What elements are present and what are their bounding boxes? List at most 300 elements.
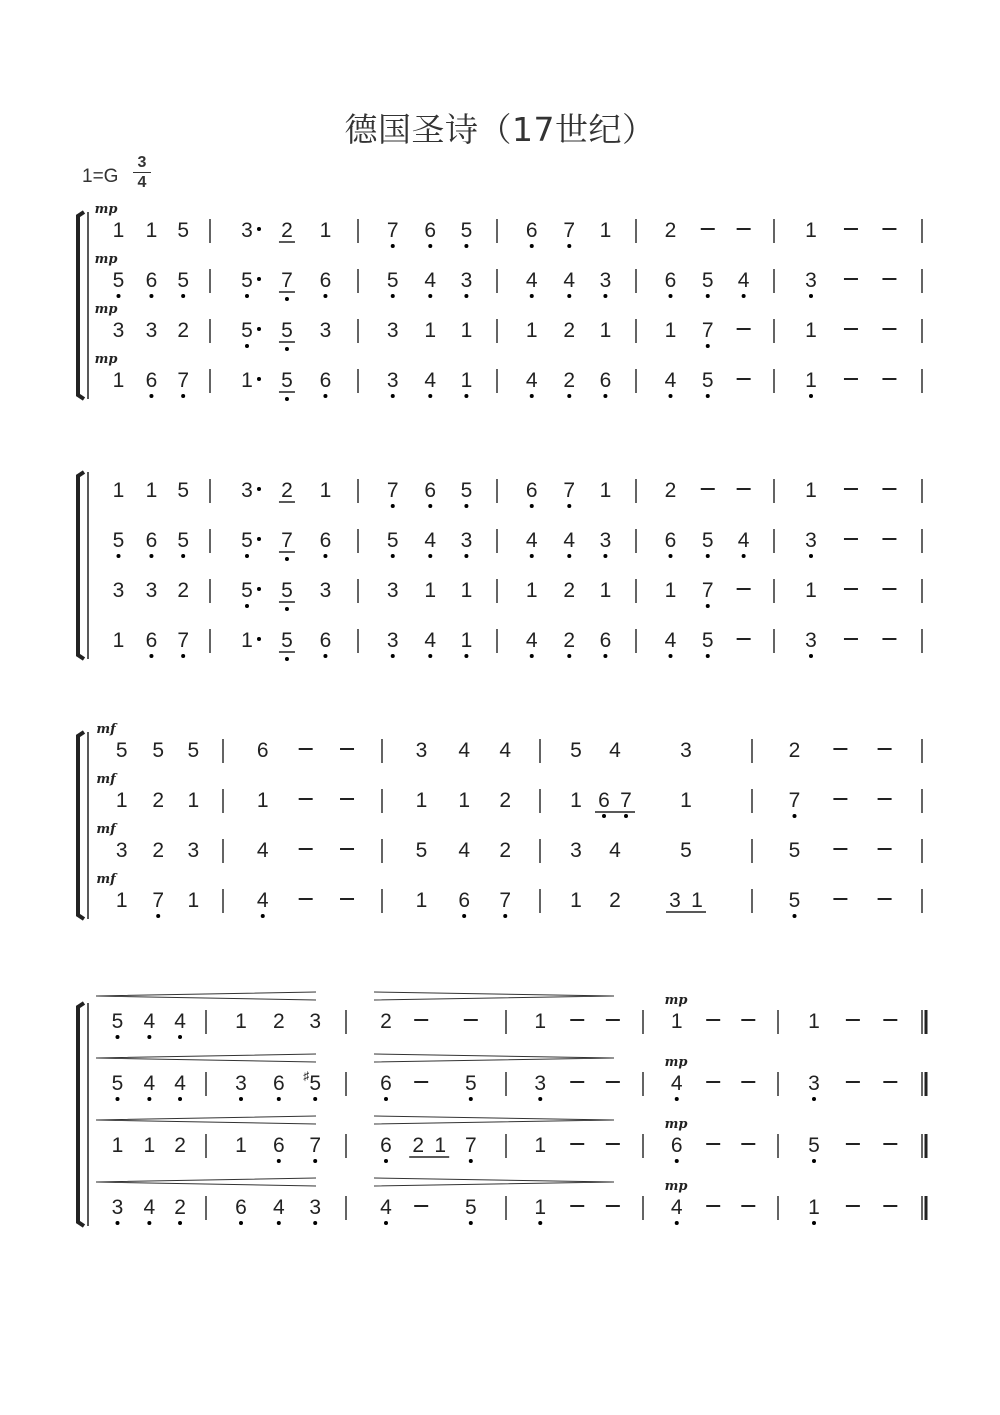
note-digit: 1 (805, 319, 817, 342)
low-octave-dot (285, 557, 289, 561)
low-octave-dot (149, 654, 153, 658)
low-octave-dot (313, 1159, 317, 1163)
low-octave-dot (669, 554, 673, 558)
score-title: 德国圣诗（17世纪） (344, 110, 656, 149)
note-digit: 1 (256, 789, 269, 812)
low-octave-dot (464, 244, 468, 248)
note-digit: 3 (112, 319, 125, 342)
low-octave-dot (538, 1097, 542, 1101)
note-digit: 5 (281, 579, 293, 602)
note-digit: 1 (670, 1010, 683, 1033)
low-octave-dot (391, 554, 395, 558)
low-octave-dot (530, 394, 534, 398)
low-octave-dot (285, 607, 289, 611)
low-octave-dot (323, 394, 327, 398)
low-octave-dot (603, 654, 607, 658)
low-octave-dot (464, 294, 468, 298)
note-digit: 1 (115, 789, 128, 812)
low-octave-dot (742, 294, 746, 298)
note-digit: 3 (145, 579, 158, 602)
note-digit: 1 (434, 1134, 447, 1157)
note-digit: 5 (701, 629, 714, 652)
note-digit: 1 (680, 789, 692, 812)
low-octave-dot (530, 244, 534, 248)
note-digit: 5 (386, 269, 399, 292)
note-digit: 7 (788, 789, 801, 812)
note-digit: 1 (664, 319, 677, 342)
augmentation-dot (257, 277, 261, 281)
low-octave-dot (261, 914, 265, 918)
note-digit: 1 (534, 1196, 547, 1219)
low-octave-dot (809, 294, 813, 298)
low-octave-dot (285, 297, 289, 301)
note-digit: 1 (112, 629, 125, 652)
note-digit: 5 (281, 319, 293, 342)
note-digit: 3 (669, 889, 681, 912)
low-octave-dot (530, 294, 534, 298)
note-digit: 2 (177, 319, 190, 342)
low-octave-dot (706, 344, 710, 348)
note-digit: 1 (460, 579, 473, 602)
note-digit: 1 (415, 789, 428, 812)
note-digit: 6 (424, 479, 437, 502)
low-octave-dot (809, 654, 813, 658)
note-digit: 2 (380, 1010, 392, 1033)
low-octave-dot (503, 914, 507, 918)
note-digit: 2 (563, 579, 576, 602)
decrescendo-hairpin (374, 1116, 614, 1124)
low-octave-dot (530, 504, 534, 508)
note-digit: 4 (664, 369, 677, 392)
note-digit: 6 (272, 1134, 285, 1157)
note-digit: 6 (235, 1196, 247, 1219)
low-octave-dot (384, 1159, 388, 1163)
low-octave-dot (706, 654, 710, 658)
low-octave-dot (812, 1097, 816, 1101)
note-digit: 7 (281, 529, 293, 552)
note-digit: 5 (808, 1134, 820, 1157)
crescendo-hairpin (96, 1178, 316, 1186)
note-digit: 3 (241, 219, 253, 242)
low-octave-dot (178, 1035, 182, 1039)
low-octave-dot (245, 344, 249, 348)
crescendo-hairpin (96, 1116, 316, 1124)
note-digit: 5 (701, 269, 714, 292)
note-digit: 7 (563, 479, 576, 502)
low-octave-dot (675, 1159, 679, 1163)
note-digit: 4 (563, 529, 576, 552)
note-digit: 1 (458, 789, 471, 812)
low-octave-dot (567, 504, 571, 508)
note-digit: 4 (380, 1196, 392, 1219)
note-digit: 3 (115, 839, 128, 862)
note-digit: 4 (670, 1196, 683, 1219)
low-octave-dot (669, 394, 673, 398)
dynamic-mark: mf (96, 772, 116, 787)
low-octave-dot (313, 1097, 317, 1101)
low-octave-dot (428, 244, 432, 248)
note-digit: 6 (256, 739, 269, 762)
note-digit: 3 (680, 739, 692, 762)
note-digit: 5 (701, 369, 714, 392)
note-digit: 3 (570, 839, 582, 862)
note-digit: 5 (701, 529, 714, 552)
note-digit: 5 (570, 739, 582, 762)
dynamic-mark: mp (94, 352, 118, 367)
note-digit: 1 (424, 319, 437, 342)
low-octave-dot (603, 294, 607, 298)
low-octave-dot (149, 394, 153, 398)
augmentation-dot (257, 537, 261, 541)
note-digit: 1 (805, 369, 817, 392)
note-digit: 1 (525, 319, 538, 342)
note-digit: 3 (309, 1010, 322, 1033)
note-digit: 4 (424, 529, 437, 552)
note-digit: 5 (112, 269, 125, 292)
note-digit: 4 (525, 369, 538, 392)
note-digit: 3 (386, 319, 399, 342)
note-digit: 3 (112, 579, 125, 602)
low-octave-dot (384, 1221, 388, 1225)
note-digit: 2 (281, 479, 293, 502)
low-octave-dot (323, 554, 327, 558)
note-digit: 1 (460, 629, 473, 652)
note-digit: 5 (187, 739, 200, 762)
augmentation-dot (257, 377, 261, 381)
low-octave-dot (812, 1221, 816, 1225)
note-digit: 4 (272, 1196, 285, 1219)
note-digit: 6 (458, 889, 471, 912)
key-signature: 1=G (82, 166, 119, 187)
note-digit: 5 (241, 579, 253, 602)
note-digit: 1 (691, 889, 703, 912)
note-digit: 2 (281, 219, 293, 242)
low-octave-dot (384, 1097, 388, 1101)
note-digit: 1 (570, 889, 582, 912)
note-digit: 7 (152, 889, 165, 912)
note-digit: 5 (241, 529, 253, 552)
note-digit: 5 (788, 839, 801, 862)
note-digit: 3 (241, 479, 253, 502)
note-digit: 2 (788, 739, 801, 762)
note-digit: 4 (664, 629, 677, 652)
note-digit: 4 (256, 889, 269, 912)
low-octave-dot (464, 654, 468, 658)
low-octave-dot (706, 394, 710, 398)
note-digit: 5 (111, 1010, 124, 1033)
low-octave-dot (602, 814, 606, 818)
low-octave-dot (669, 294, 673, 298)
note-digit: 7 (620, 789, 632, 812)
low-octave-dot (428, 654, 432, 658)
note-digit: 2 (499, 839, 512, 862)
note-digit: 2 (563, 629, 576, 652)
note-digit: 5 (112, 529, 125, 552)
low-octave-dot (147, 1035, 151, 1039)
system-bracket (78, 212, 84, 399)
note-digit: 1 (808, 1010, 820, 1033)
augmentation-dot (257, 587, 261, 591)
note-digit: 6 (319, 529, 332, 552)
note-digit: 4 (458, 739, 471, 762)
low-octave-dot (285, 657, 289, 661)
note-digit: 5 (464, 1196, 477, 1219)
augmentation-dot (257, 227, 261, 231)
low-octave-dot (538, 1221, 542, 1225)
note-digit: 1 (241, 629, 253, 652)
note-digit: 3 (386, 629, 399, 652)
note-digit: 7 (563, 219, 576, 242)
note-digit: 3 (145, 319, 158, 342)
low-octave-dot (793, 914, 797, 918)
note-digit: 1 (664, 579, 677, 602)
note-digit: 2 (563, 369, 576, 392)
dynamic-mark: mf (96, 822, 116, 837)
low-octave-dot (675, 1097, 679, 1101)
low-octave-dot (391, 654, 395, 658)
note-digit: 6 (424, 219, 437, 242)
low-octave-dot (624, 814, 628, 818)
note-digit: 1 (112, 369, 125, 392)
note-digit: 1 (187, 789, 200, 812)
low-octave-dot (530, 654, 534, 658)
dynamic-mark: mp (664, 1117, 688, 1132)
note-digit: 3 (808, 1072, 820, 1095)
dynamic-mark: mp (664, 1055, 688, 1070)
low-octave-dot (245, 604, 249, 608)
meter-bottom: 4 (137, 174, 147, 191)
note-digit: 6 (319, 369, 332, 392)
note-digit: 4 (609, 839, 621, 862)
low-octave-dot (391, 394, 395, 398)
low-octave-dot (147, 1221, 151, 1225)
low-octave-dot (149, 554, 153, 558)
note-digit: 6 (664, 269, 677, 292)
note-digit: 2 (563, 319, 576, 342)
note-digit: 3 (309, 1196, 322, 1219)
low-octave-dot (178, 1097, 182, 1101)
note-digit: 1 (424, 579, 437, 602)
note-digit: 2 (609, 889, 621, 912)
low-octave-dot (809, 394, 813, 398)
low-octave-dot (323, 654, 327, 658)
low-octave-dot (603, 394, 607, 398)
low-octave-dot (706, 604, 710, 608)
note-digit: 4 (737, 269, 750, 292)
note-digit: 7 (386, 479, 399, 502)
note-digit: 1 (599, 479, 612, 502)
note-digit: 7 (701, 579, 714, 602)
note-digit: 4 (525, 529, 538, 552)
note-digit: 5 (281, 369, 293, 392)
note-digit: 1 (112, 479, 125, 502)
note-digit: 1 (235, 1134, 247, 1157)
low-octave-dot (147, 1097, 151, 1101)
note-digit: 4 (424, 629, 437, 652)
low-octave-dot (239, 1221, 243, 1225)
note-digit: 3 (460, 269, 473, 292)
note-digit: 1 (599, 319, 612, 342)
note-digit: 6 (272, 1072, 285, 1095)
note-digit: 7 (309, 1134, 322, 1157)
low-octave-dot (793, 814, 797, 818)
note-digit: 1 (112, 219, 125, 242)
note-digit: 5 (177, 529, 190, 552)
note-digit: 7 (177, 629, 190, 652)
low-octave-dot (313, 1221, 317, 1225)
note-digit: 2 (174, 1196, 186, 1219)
low-octave-dot (239, 1097, 243, 1101)
low-octave-dot (117, 554, 121, 558)
dynamic-mark: mp (664, 1179, 688, 1194)
note-digit: 6 (525, 219, 538, 242)
note-digit: 5 (464, 1072, 477, 1095)
augmentation-dot (257, 327, 261, 331)
note-digit: 1 (534, 1134, 547, 1157)
low-octave-dot (567, 394, 571, 398)
note-digit: 4 (670, 1072, 683, 1095)
dynamic-mark: mp (94, 202, 118, 217)
low-octave-dot (178, 1221, 182, 1225)
note-digit: 4 (525, 269, 538, 292)
low-octave-dot (742, 554, 746, 558)
note-digit: 1 (115, 889, 128, 912)
note-digit: 5 (177, 219, 190, 242)
low-octave-dot (675, 1221, 679, 1225)
dynamic-mark: mp (94, 252, 118, 267)
note-digit: 6 (599, 629, 612, 652)
note-digit: 6 (598, 789, 610, 812)
low-octave-dot (567, 294, 571, 298)
note-digit: 3 (319, 319, 332, 342)
note-digit: 5 (680, 839, 692, 862)
note-digit: 6 (670, 1134, 683, 1157)
system-bracket (78, 1003, 84, 1226)
note-digit: 4 (737, 529, 750, 552)
note-digit: 1 (599, 579, 612, 602)
low-octave-dot (285, 397, 289, 401)
note-digit: 6 (380, 1072, 392, 1095)
decrescendo-hairpin (374, 992, 614, 1000)
system-bracket (78, 472, 84, 659)
low-octave-dot (391, 244, 395, 248)
low-octave-dot (428, 504, 432, 508)
note-digit: 4 (424, 269, 437, 292)
low-octave-dot (469, 1097, 473, 1101)
note-digit: 5 (177, 269, 190, 292)
low-octave-dot (181, 294, 185, 298)
note-digit: 2 (412, 1134, 425, 1157)
note-digit: 1 (143, 1134, 156, 1157)
low-octave-dot (428, 554, 432, 558)
note-digit: 3 (534, 1072, 547, 1095)
note-digit: 4 (499, 739, 512, 762)
note-digit: 4 (525, 629, 538, 652)
note-digit: 6 (525, 479, 538, 502)
note-digit: 1 (805, 219, 817, 242)
note-digit: 1 (111, 1134, 124, 1157)
low-octave-dot (117, 294, 121, 298)
note-digit: 3 (235, 1072, 247, 1095)
low-octave-dot (669, 654, 673, 658)
system-bracket (78, 732, 84, 919)
low-octave-dot (464, 554, 468, 558)
note-digit: 4 (458, 839, 471, 862)
note-digit: 4 (256, 839, 269, 862)
dynamic-mark: mf (96, 872, 116, 887)
note-digit: 1 (460, 369, 473, 392)
low-octave-dot (391, 504, 395, 508)
dynamic-mark: mf (96, 722, 116, 737)
note-digit: 4 (563, 269, 576, 292)
note-digit: 1 (415, 889, 428, 912)
note-digit: 4 (609, 739, 621, 762)
note-digit: 3 (805, 529, 817, 552)
note-digit: 6 (380, 1134, 392, 1157)
note-digit: 5 (152, 739, 165, 762)
low-octave-dot (567, 554, 571, 558)
note-digit: 3 (187, 839, 200, 862)
note-digit: 6 (145, 529, 158, 552)
low-octave-dot (469, 1221, 473, 1225)
note-digit: 2 (152, 839, 165, 862)
low-octave-dot (156, 914, 160, 918)
crescendo-hairpin (96, 1054, 316, 1062)
low-octave-dot (464, 394, 468, 398)
low-octave-dot (428, 294, 432, 298)
note-digit: 1 (319, 479, 332, 502)
low-octave-dot (277, 1097, 281, 1101)
low-octave-dot (181, 394, 185, 398)
note-digit: 2 (177, 579, 190, 602)
low-octave-dot (706, 294, 710, 298)
note-digit: 4 (174, 1010, 186, 1033)
note-digit: 5 (177, 479, 190, 502)
note-digit: 1 (460, 319, 473, 342)
low-octave-dot (567, 654, 571, 658)
low-octave-dot (603, 554, 607, 558)
note-digit: 1 (570, 789, 582, 812)
note-digit: 1 (599, 219, 612, 242)
note-digit: 4 (424, 369, 437, 392)
low-octave-dot (706, 554, 710, 558)
low-octave-dot (469, 1159, 473, 1163)
low-octave-dot (245, 294, 249, 298)
note-digit: 1 (534, 1010, 547, 1033)
low-octave-dot (245, 554, 249, 558)
note-digit: 6 (145, 629, 158, 652)
decrescendo-hairpin (374, 1178, 614, 1186)
note-digit: 3 (111, 1196, 124, 1219)
note-digit: 7 (281, 269, 293, 292)
note-digit: 6 (145, 369, 158, 392)
low-octave-dot (464, 504, 468, 508)
note-digit: 3 (805, 629, 817, 652)
augmentation-dot (257, 487, 261, 491)
dynamic-mark: mp (94, 302, 118, 317)
low-octave-dot (567, 244, 571, 248)
low-octave-dot (462, 914, 466, 918)
note-digit: 5 (241, 319, 253, 342)
crescendo-hairpin (96, 992, 316, 1000)
note-digit: 7 (177, 369, 190, 392)
note-digit: 7 (701, 319, 714, 342)
note-digit: 1 (145, 219, 158, 242)
low-octave-dot (323, 294, 327, 298)
low-octave-dot (116, 1035, 120, 1039)
note-digit: 2 (174, 1134, 186, 1157)
note-digit: 5 (460, 219, 473, 242)
